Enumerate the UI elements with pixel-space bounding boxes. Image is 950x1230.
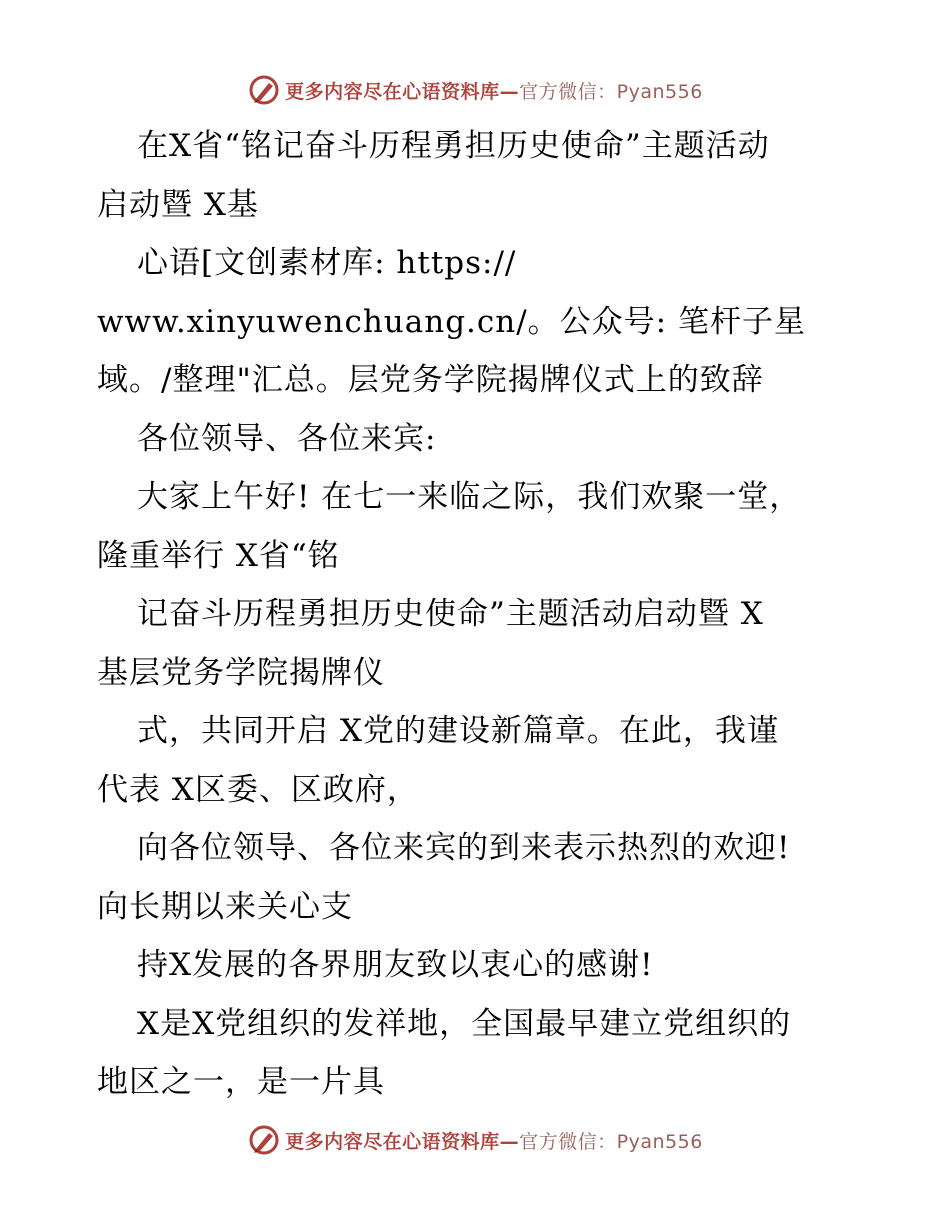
text-line: 大家上午好! 在七一来临之际，我们欢聚一堂， (137, 479, 802, 515)
watermark-wechat: 官方微信：Pyan556 (519, 80, 703, 103)
text-line: 隆重举行 X省“铭 (97, 537, 340, 574)
text-line: 持X发展的各界朋友致以衷心的感谢! (137, 947, 654, 983)
text-line: 在X省“铭记奋斗历程勇担历史使命”主题活动 (137, 128, 770, 164)
pen-logo-icon (247, 1123, 281, 1157)
text-line: www.xinyuwenchuang.cn/。公众号: 笔杆子星 (97, 303, 806, 340)
watermark-wechat: 官方微信：Pyan556 (519, 1130, 703, 1153)
watermark-separator: — (499, 1130, 520, 1153)
text-line: 代表 X区委、区政府， (97, 771, 419, 808)
text-line: 向长期以来关心支 (97, 888, 353, 925)
header-watermark (0, 70, 950, 110)
pen-logo-icon (247, 73, 281, 107)
text-line: 启动暨 X基 (97, 186, 259, 223)
watermark-text: 更多内容尽在心语资料库 (285, 1130, 500, 1153)
footer-watermark (0, 1120, 950, 1160)
text-line: 式，共同开启 X党的建设新篇章。在此，我谨 (137, 713, 779, 749)
text-line: 心语[文创素材库: https:// (137, 245, 517, 281)
text-line: X是X党组织的发祥地，全国最早建立党组织的 (137, 1005, 792, 1042)
text-line: 向各位领导、各位来宾的到来表示热烈的欢迎! (137, 830, 791, 866)
text-line: 基层党务学院揭牌仪 (97, 654, 385, 691)
watermark-separator: — (499, 80, 520, 103)
document-body (97, 117, 857, 1112)
text-line: 域。/整理"汇总。层党务学院揭牌仪式上的致辞 (97, 362, 764, 398)
text-line: 记奋斗历程勇担历史使命”主题活动启动暨 X (137, 596, 764, 632)
text-line: 地区之一，是一片具 (97, 1064, 385, 1100)
text-line: 各位领导、各位来宾: (137, 420, 437, 457)
watermark-text: 更多内容尽在心语资料库 (285, 80, 500, 103)
